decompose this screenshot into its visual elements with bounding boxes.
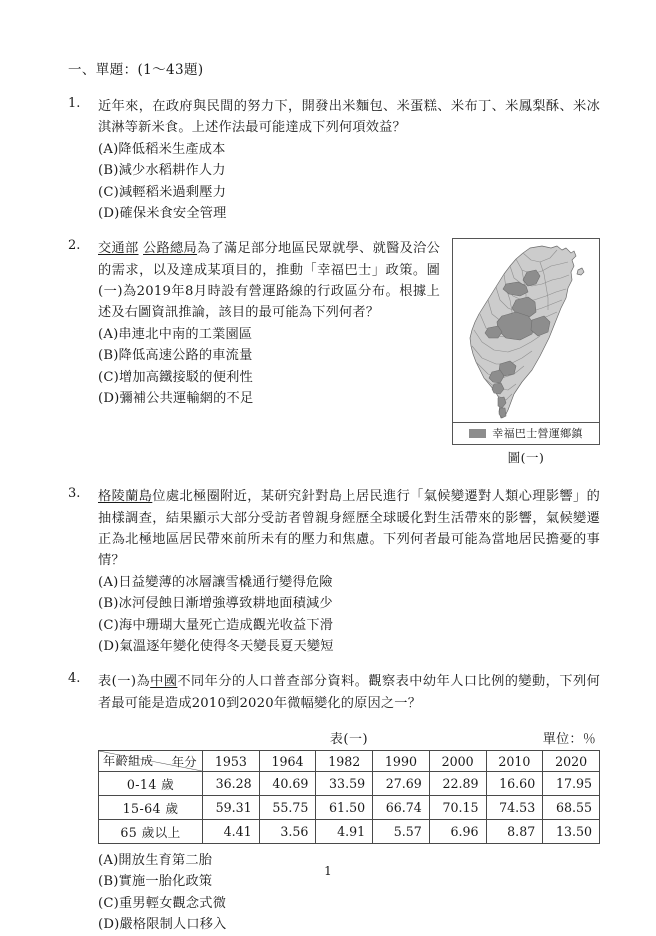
question-1-stem: 近年來，在政府與民間的努力下，開發出米麵包、米蛋糕、米布丁、米鳳梨酥、米冰淇淋等新米食。上述作法最可能達成下列何項效益？ [98,99,600,136]
col-header-1990: 1990 [373,751,430,772]
cell-15-64-2020: 68.55 [543,796,600,820]
cell-0-14-2000: 22.89 [429,772,486,796]
legend-label: 幸福巴士營運鄉鎮 [492,427,583,441]
option-2-b[interactable]: (B)降低高速公路的車流量 [98,348,253,364]
col-header-1964: 1964 [259,751,316,772]
question-3-stem [98,486,600,572]
cell-65-plus-2000: 6.96 [429,820,486,844]
census-data-table [98,750,600,844]
cell-0-14-1982: 33.59 [316,772,373,796]
cell-15-64-1964: 55.75 [259,796,316,820]
col-header-2020: 2020 [543,751,600,772]
cell-15-64-1953: 59.31 [203,796,260,820]
question-1 [68,96,600,224]
option-3-c[interactable]: (C)海中珊瑚大量死亡造成觀光收益下滑 [98,617,334,633]
table-corner-cell [99,751,203,772]
cell-15-64-1990: 66.74 [373,796,430,820]
question-2 [68,238,600,472]
cell-65-plus-1953: 4.41 [203,820,260,844]
question-4 [68,671,600,714]
cell-0-14-2020: 17.95 [543,772,600,796]
option-4-b[interactable]: (B)實施一胎化政策 [98,874,213,890]
option-1-a[interactable]: (A)降低稻米生產成本 [98,141,226,157]
question-1-options [98,139,600,225]
table-one-title: 表(一) [329,732,369,747]
option-2-a[interactable]: (A)串連北中南的工業園區 [98,326,253,342]
option-2-c[interactable]: (C)增加高鐵接駁的便利性 [98,369,253,385]
row-label-65-plus: 65 歲以上 [99,820,203,844]
cell-0-14-1990: 27.69 [373,772,430,796]
cell-0-14-1964: 40.69 [259,772,316,796]
option-1-d[interactable]: (D)確保米食安全管理 [98,205,227,221]
cell-0-14-2010: 16.60 [486,772,543,796]
option-3-b[interactable]: (B)冰河侵蝕日漸增強導致耕地面積減少 [98,596,333,612]
row-label-0-14: 0-14 歲 [99,772,203,796]
cell-65-plus-2010: 8.87 [486,820,543,844]
question-4-stem-pre: 表(一)為 [98,674,151,690]
question-4-options-block [68,850,600,936]
question-2-number: 2. [68,238,81,254]
option-1-c[interactable]: (C)減輕稻米過剩壓力 [98,184,227,200]
corner-label-year: 年分 [171,755,197,769]
question-1-number: 1. [68,96,81,111]
figure-one [452,238,600,466]
question-4-stem-rest: 不同年分的人口普查部分資料。觀察表中幼年人口比例的變動，下列何者最可能是造成2010到2020年微幅變化的原因之一？ [98,674,600,711]
option-4-a[interactable]: (A)開放生育第二胎 [98,853,213,868]
col-header-1982: 1982 [316,751,373,772]
option-2-d[interactable]: (D)彌補公共運輸網的不足 [98,390,254,406]
page-number: 1 [324,864,332,878]
option-4-c[interactable]: (C)重男輕女觀念式微 [98,895,227,911]
cell-65-plus-1982: 4.91 [316,820,373,844]
question-3-options [98,572,600,658]
cell-15-64-2010: 74.53 [486,796,543,820]
table-one-block [98,728,600,844]
option-3-a[interactable]: (A)日益變薄的冰層讓雪橇通行變得危險 [98,574,333,590]
question-4-options [98,850,600,936]
figure-one-caption: 圖(一) [507,450,545,466]
legend-swatch-icon [469,429,486,438]
cell-15-64-2000: 70.15 [429,796,486,820]
cell-65-plus-1964: 3.56 [259,820,316,844]
question-4-stem [98,671,600,714]
table-one-header-row [98,728,600,748]
table-one-unit: 單位：％ [542,732,596,747]
taiwan-map-icon [456,242,596,420]
question-4-number: 4. [68,671,81,687]
question-2-underline-1: 交通部 [98,241,139,257]
table-row [99,772,600,796]
corner-label-agegroup: 年齡組成 [103,754,154,768]
option-1-b[interactable]: (B)減少水稻耕作人力 [98,163,226,179]
cell-0-14-1953: 36.28 [203,772,260,796]
table-row [99,820,600,844]
question-3 [68,486,600,657]
table-header-row [99,751,600,772]
section-heading: 一、單題：(1～43題) [68,62,204,78]
cell-65-plus-1990: 5.57 [373,820,430,844]
option-4-d[interactable]: (D)嚴格限制人口移入 [98,917,227,933]
question-4-underline-1: 中國 [150,674,178,690]
col-header-1953: 1953 [203,751,260,772]
cell-65-plus-2020: 13.50 [543,820,600,844]
question-2-underline-2: 公路總局 [143,241,198,257]
question-3-underline-1: 格陵蘭島 [98,489,153,505]
row-label-15-64: 15-64 歲 [99,796,203,820]
col-header-2010: 2010 [486,751,543,772]
question-3-number: 3. [68,486,81,502]
question-2-stem-rest: 為了滿足部分地區民眾就學、就醫及洽公的需求，以及達成某項目的，推動「幸福巴士」政策。圖(一)為2019年8月時設有營運路線的行政區分布。根據上述及右圖資訊推論，該目的最可能為下列何者？ [98,241,440,321]
table-row [99,796,600,820]
figure-one-box [452,238,600,445]
figure-one-legend [453,422,599,444]
option-3-d[interactable]: (D)氣溫逐年變化使得冬天變長夏天變短 [98,638,334,654]
question-3-stem-rest: 位處北極圈附近，某研究針對島上居民進行「氣候變遷對人類心理影響」的抽樣調查，結果顯示大部分受訪者曾親身經歷全球暖化對生活帶來的影響，氣候變遷正為北極地區居民帶來前所未有的壓力和焦慮。下列何者最可能為當地居民擔憂的事情？ [98,489,600,569]
cell-15-64-1982: 61.50 [316,796,373,820]
col-header-2000: 2000 [429,751,486,772]
